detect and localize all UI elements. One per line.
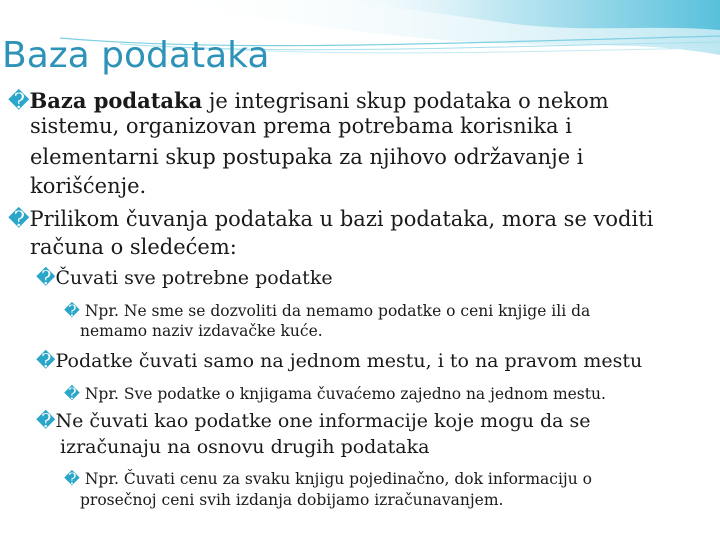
example-text: Npr. Sve podatke o knjigama čuvaćemo zajedno na jednom mestu.: [84, 385, 606, 403]
sub-bullet-continuation: izračunaju na osnovu drugih podataka: [60, 436, 430, 458]
example-continuation: prosečnoj ceni svih izdanja dobijamo izračunavanjem.: [80, 491, 504, 509]
example-bullet: [64, 301, 590, 321]
bullet-marker: �: [8, 207, 30, 231]
bullet-marker: �: [36, 410, 56, 432]
bullet-continuation: računa o sledećem:: [30, 235, 237, 259]
bullet-text: je integrisani skup podataka o nekom: [202, 89, 609, 113]
sub-bullet-text: Podatke čuvati samo na jednom mestu, i to na pravom mestu: [55, 350, 643, 372]
sub-bullet: [36, 350, 642, 373]
example-continuation: nemamo naziv izdavačke kuće.: [80, 322, 323, 340]
bullet-continuation: sistemu, organizovan prema potrebama korisnika i: [30, 114, 572, 138]
sub-bullet: [36, 410, 591, 433]
bullet-marker: �: [36, 350, 56, 372]
sub-bullet-text: Ne čuvati kao podatke one informacije koje mogu da se: [55, 410, 591, 432]
bullet-marker: �: [64, 302, 80, 320]
bullet-conditions: [8, 207, 653, 232]
slide-title: Baza podataka: [2, 35, 270, 76]
sub-bullet: [36, 267, 333, 290]
bullet-continuation: korišćenje.: [30, 174, 147, 198]
example-text: Npr. Čuvati cenu za svaku knjigu pojedinačno, dok informaciju o: [84, 470, 592, 488]
example-bullet: [64, 384, 606, 404]
bullet-text: Prilikom čuvanja podataka u bazi podataka, mora se voditi: [29, 207, 654, 231]
example-text: Npr. Ne sme se dozvoliti da nemamo podatke o ceni knjige ili da: [84, 302, 591, 320]
bullet-marker: �: [8, 89, 30, 113]
sub-bullet-text: Čuvati sve potrebne podatke: [55, 267, 333, 289]
bullet-continuation: elementarni skup postupaka za njihovo održavanje i: [30, 145, 584, 169]
bullet-marker: �: [64, 470, 80, 488]
bullet-bold-term: Baza podataka: [29, 88, 203, 113]
bullet-marker: �: [64, 385, 80, 403]
bullet-definition: [8, 88, 609, 114]
bullet-marker: �: [36, 267, 56, 289]
example-bullet: [64, 469, 592, 489]
